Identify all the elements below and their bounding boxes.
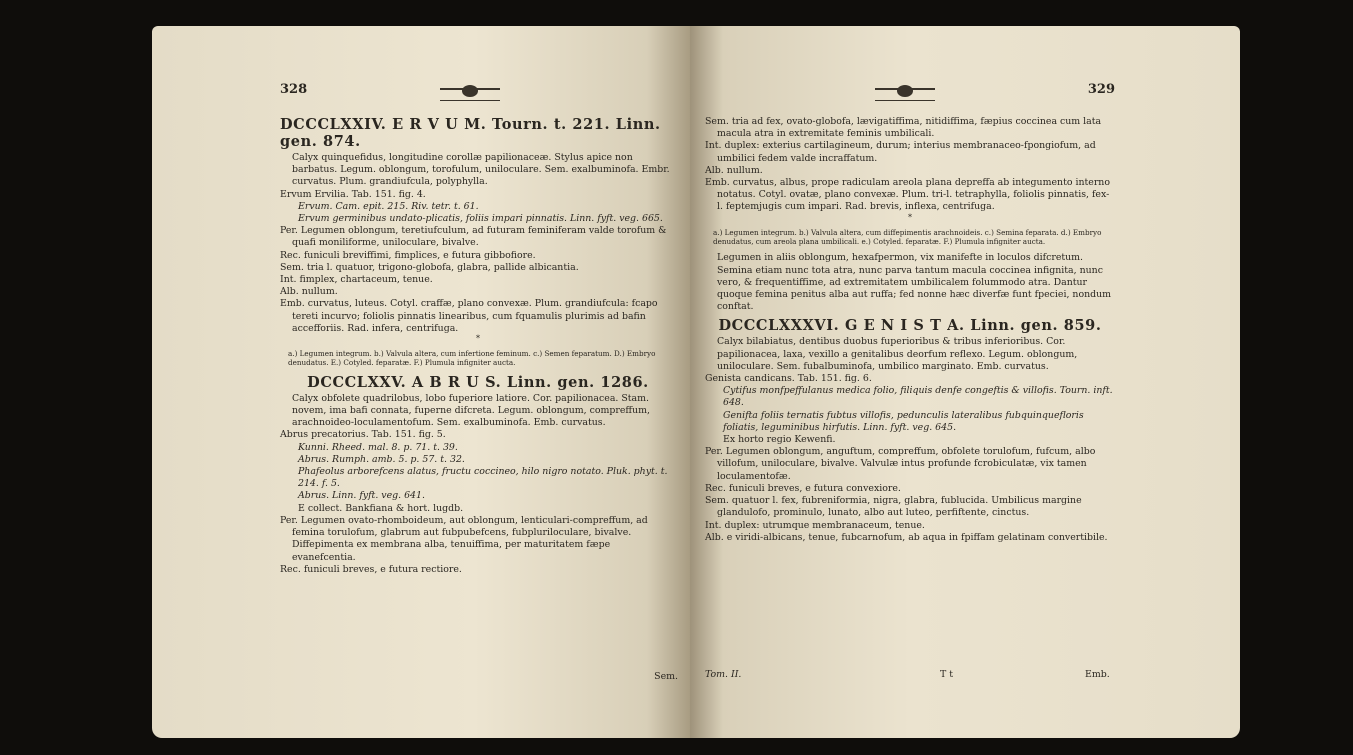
right-page-header (705, 84, 1115, 108)
synonym-line: Ervum germinibus undato-plicatis, foliis impari pinnatis. Linn. fyft. veg. 665. (298, 213, 663, 225)
left-page-header (280, 84, 676, 108)
genus-heading-abrus: DCCCLXXV. A B R U S. Linn. gen. 1286. (307, 373, 649, 391)
genus-description: Calyx bilabiatus, dentibus duobus fuperioribus & tribus inferioribus. Cor. papilionacea, laxa, vexillo a genitalibus deorfum reflexo. Legum. oblongum, uniloculare. Sem. fubalbuminofa, umbilico marginato. Emb. curvatus. (717, 336, 1078, 372)
integument-paragraph: Int. fimplex, chartaceum, tenue. (280, 274, 433, 286)
header-ornament-icon (875, 88, 935, 101)
synonym-line: Abrus. Linn. fyft. veg. 641. (298, 490, 425, 502)
synonym-line: Kunni. Rheed. mal. 8. p. 71. t. 39. (298, 441, 458, 453)
pericarp-paragraph: Per. Legumen oblongum, teretiufculum, ad futuram feminiferam valde torofum & quafi moniliforme, uniloculare, bivalve. (280, 225, 667, 249)
pericarp-paragraph: Per. Legumen ovato-rhomboideum, aut oblongum, lenticulari-compreffum, ad femina torulofum, glabrum aut fubpubefcens, fubpluriloculare, bivalve. Diffepimenta ex membrana alba, tenuiffima, per maturitatem fæpe evanefcentia. (280, 514, 648, 563)
page-number: 328 (280, 82, 308, 97)
seed-paragraph: Sem. tria ad fex, ovato-globofa, lævigatiffima, nitidiffima, fæpius coccinea cum lata macula atra in extremitate feminis umbilicali. (705, 116, 1102, 140)
genus-heading-ervum: DCCCLXXIV. E R V U M. Tourn. t. 221. Linn. gen. 874. (280, 116, 661, 150)
right-page-content (705, 84, 1115, 544)
catchword: Emb. (1085, 669, 1110, 680)
synonym-line: Ervum. Cam. epit. 215. Riv. tetr. t. 61. (298, 200, 479, 212)
species-heading: Genista candicans. Tab. 151. fig. 6. (705, 373, 872, 385)
receptacle-paragraph: Rec. funiculi breviffimi, fimplices, e futura gibbofiore. (280, 249, 536, 261)
collection-note: E collect. Bankfiana & hort. lugdb. (298, 502, 464, 514)
synonym-line: Phafeolus arborefcens alatus, fructu coccineo, hilo nigro notato. Pluk. phyt. t. 214. f. 5. (298, 466, 668, 490)
pericarp-paragraph: Per. Legumen oblongum, anguftum, compreffum, obfolete torulofum, fufcum, albo villofum, uniloculare, bivalve. Valvulæ intus profunde fcrobiculatæ, vix tamen loculamentofæ. (705, 446, 1096, 482)
origin-note: Ex horto regio Kewenfi. (723, 434, 836, 446)
section-star: * (476, 334, 480, 344)
genus-description: Calyx obfolete quadrilobus, lobo fuperiore latiore. Cor. papilionacea. Stam. novem, ima bafi connata, fuperne difcreta. Legum. oblongum, compreffum, arachnoideo-loculamentofum. Sem. exalbuminofa. Emb. curvatus. (292, 392, 650, 429)
integument-paragraph: Int. duplex: utrumque membranaceum, tenue. (705, 519, 925, 531)
synonym-line: Cytifus monfpeffulanus medica folio, filiquis denfe congeftis & villofis. Tourn. inft. 648. (723, 385, 1113, 409)
embryo-paragraph: Emb. curvatus, luteus. Cotyl. craffæ, plano convexæ. Plum. grandiufcula: fcapo tereti incurvo; foliolis pinnatis linearibus, cum fquamulis plurimis ad bafin accefforiis. Rad. infera, centrifuga. (280, 298, 658, 334)
receptacle-paragraph: Rec. funiculi breves, e futura rectiore. (280, 563, 462, 575)
synonym-line: Abrus. Rumph. amb. 5. p. 57. t. 32. (298, 453, 465, 465)
figure-notes: a.) Legumen integrum. b.) Valvula altera, cum infertione feminum. c.) Semen feparatum. D.) Embryo denudatus. E.) Cotyled. feparatæ. F.) Plumula infigniter aucta. (288, 349, 656, 368)
left-page-content (280, 84, 676, 576)
page-number: 329 (1087, 82, 1115, 97)
synonym-line: Genifta foliis ternatis fubtus villofis, pedunculis lateralibus fubquinquefloris foliatis, leguminibus hirfutis. Linn. fyft. veg. 645. (723, 409, 1084, 433)
right-page (690, 26, 1240, 738)
seed-paragraph: Sem. tria l. quatuor, trigono-globofa, glabra, pallide albicantia. (280, 261, 579, 273)
signature-mark: T t (940, 669, 954, 680)
remark-paragraph: Legumen in aliis oblongum, hexafpermon, vix manifefte in loculos difcretum. Semina etiam nunc tota atra, nunc parva tantum macula coccinea infignita, nunc vero, & frequentiffime, ad extremitatem umbilicalem folummodo atra. Dantur quoque femina penitus alba aut ruffa; fed nonne hæc diverfæ funt fpeciei, nondum conftat. (717, 252, 1112, 313)
species-heading: Ervum Ervilia. Tab. 151. fig. 4. (280, 188, 426, 200)
section-star: * (908, 212, 912, 222)
header-ornament-icon (440, 88, 500, 101)
catchword: Sem. (654, 671, 678, 682)
species-heading: Abrus precatorius. Tab. 151. fig. 5. (280, 429, 446, 441)
albumen-paragraph: Alb. nullum. (280, 286, 338, 298)
genus-heading-genista: DCCCLXXXVI. G E N I S T A. Linn. gen. 859. (718, 317, 1102, 335)
embryo-paragraph: Emb. curvatus, albus, prope radiculam areola plana depreffa ab integumento interno notatus. Cotyl. ovatæ, plano convexæ. Plum. tri-l. tetraphylla, foliolis pinnatis, fex-l. feptemjugis cum impari. Rad. brevis, inflexa, centrifuga. (705, 177, 1110, 213)
figure-notes: a.) Legumen integrum. b.) Valvula altera, cum diffepimentis arachnoideis. c.) Semina feparata. d.) Embryo denudatus, cum areola plana umbilicali. e.) Cotyled. feparatæ. F.) Plumula infigniter aucta. (713, 227, 1102, 247)
genus-description: Calyx quinquefidus, longitudine corollæ papilionaceæ. Stylus apice non barbatus. Legum. oblongum, torofulum, uniloculare. Sem. exalbuminofa. Embr. curvatus. Plum. grandiufcula, polyphylla. (292, 152, 670, 188)
integument-paragraph: Int. duplex: exterius cartilagineum, durum; interius membranaceo-fpongiofum, ad umbilici fedem valde incraffatum. (705, 140, 1096, 164)
receptacle-paragraph: Rec. funiculi breves, e futura convexiore. (705, 482, 901, 494)
left-page (152, 26, 690, 738)
seed-paragraph: Sem. quatuor l. fex, fubreniformia, nigra, glabra, fublucida. Umbilicus margine glandulofo, prominulo, lunato, albo aut luteo, perfiftente, cinctus. (705, 495, 1082, 519)
albumen-paragraph: Alb. nullum. (705, 164, 763, 176)
albumen-paragraph: Alb. e viridi-albicans, tenue, fubcarnofum, ab aqua in fpiffam gelatinam convertibile. (705, 531, 1108, 543)
volume-label: Tom. II. (705, 669, 742, 680)
